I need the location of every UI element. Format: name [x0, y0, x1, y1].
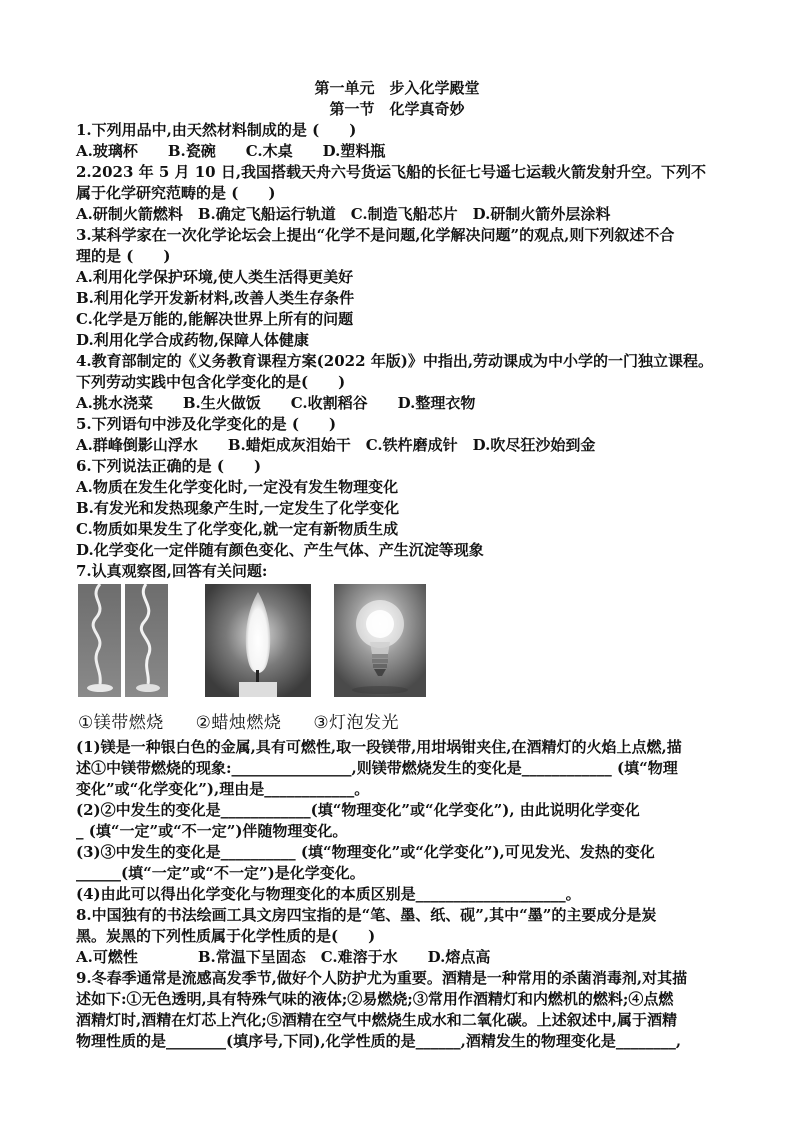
text-line: C.化学是万能的,能解决世界上所有的问题 [76, 310, 354, 328]
text-line: A.群峰倒影山浮水 B.蜡炬成灰泪始干 C.铁杵磨成针 D.吹尽狂沙始到金 [76, 436, 596, 454]
text-line: 1.下列用品中,由天然材料制成的是 ( ) [76, 121, 357, 139]
text-line: 下列劳动实践中包含化学变化的是( ) [76, 373, 346, 391]
page-subtitle: 第一节 化学真奇妙 [329, 100, 465, 118]
text-line: 7.认真观察图,回答有关问题: [76, 562, 268, 580]
text-line: 3.某科学家在一次化学论坛会上提出“化学不是问题,化学解决问题”的观点,则下列叙述不合 [76, 226, 675, 244]
candle-burning-photo [205, 584, 311, 697]
text-line: 黑。炭黑的下列性质属于化学性质的是( ) [76, 927, 376, 945]
light-bulb-photo [334, 584, 426, 697]
text-line: D.化学变化一定伴随有颜色变化、产生气体、产生沉淀等现象 [76, 541, 484, 559]
text-line: 述如下:①无色透明,具有特殊气味的液体;②易燃烧;③常用作酒精灯和内燃机的燃料;④点燃 [76, 990, 674, 1008]
text-line: 属于化学研究范畴的是 ( ) [76, 184, 276, 202]
text-line: _ (填“一定”或“不一定”)伴随物理变化。 [76, 822, 348, 840]
text-line: (4)由此可以得出化学变化与物理变化的本质区别是____________________。 [76, 885, 581, 903]
text-line: (1)镁是一种银白色的金属,具有可燃性,取一段镁带,用坩埚钳夹住,在酒精灯的火焰上点燃,描 [76, 738, 682, 756]
text-line: B.利用化学开发新材料,改善人类生存条件 [76, 289, 355, 307]
caption-magnesium: ①镁带燃烧 [78, 713, 164, 733]
text-line: A.挑水浇菜 B.生火做饭 C.收割稻谷 D.整理衣物 [76, 394, 476, 412]
text-line: A.研制火箭燃料 B.确定飞船运行轨道 C.制造飞船芯片 D.研制火箭外层涂料 [76, 205, 611, 223]
text-line: 酒精灯时,酒精在灯芯上汽化;⑤酒精在空气中燃烧生成水和二氧化碳。上述叙述中,属于酒精 [76, 1011, 677, 1029]
text-line: 述①中镁带燃烧的现象:________________,则镁带燃烧发生的变化是____________ (填“物理 [76, 759, 678, 777]
text-line: A.利用化学保护环境,使人类生活得更美好 [76, 268, 354, 286]
text-line: D.利用化学合成药物,保障人体健康 [76, 331, 309, 349]
text-line: 9.冬春季通常是流感高发季节,做好个人防护尤为重要。酒精是一种常用的杀菌消毒剂,对其描 [76, 969, 688, 987]
text-line: 8.中国独有的书法绘画工具文房四宝指的是“笔、墨、纸、砚”,其中“墨”的主要成分是炭 [76, 906, 657, 924]
text-line: B.有发光和发热现象产生时,一定发生了化学变化 [76, 499, 400, 517]
text-line: 5.下列语句中涉及化学变化的是 ( ) [76, 415, 337, 433]
caption-bulb: ③灯泡发光 [313, 713, 400, 733]
text-line: 理的是 ( ) [76, 247, 171, 265]
text-line: A.物质在发生化学变化时,一定没有发生物理变化 [76, 478, 399, 496]
text-line: A.可燃性 B.常温下呈固态 C.难溶于水 D.熔点高 [76, 948, 491, 966]
text-line: 物理性质的是________(填序号,下同),化学性质的是______,酒精发生的物理变化是________, [76, 1032, 682, 1050]
text-line: C.物质如果发生了化学变化,就一定有新物质生成 [76, 520, 399, 538]
text-line: A.玻璃杯 B.瓷碗 C.木桌 D.塑料瓶 [76, 142, 386, 160]
text-line: 6.下列说法正确的是 ( ) [76, 457, 262, 475]
figure-captions [78, 708, 425, 733]
page-title: 第一单元 步入化学殿堂 [314, 79, 480, 97]
text-line: 4.教育部制定的《义务教育课程方案(2022 年版)》中指出,劳动课成为中小学的一门独立课程。 [76, 352, 714, 370]
text-line: 变化”或“化学变化”),理由是____________。 [76, 780, 370, 798]
text-line: (2)②中发生的变化是____________(填“物理变化”或“化学变化”), 由此说明化学变化 [76, 801, 640, 819]
text-line: 2.2023 年 5 月 10 日,我国搭载天舟六号货运飞船的长征七号遥七运载火箭发射升空。下列不 [76, 163, 707, 181]
text-line: ______(填“一定”或“不一定”)是化学变化。 [76, 864, 365, 882]
text-line: (3)③中发生的变化是__________ (填“物理变化”或“化学变化”),可见发光、发热的变化 [76, 843, 655, 861]
caption-candle: ②蜡烛燃烧 [195, 713, 282, 733]
magnesium-burning-photo [78, 584, 168, 697]
